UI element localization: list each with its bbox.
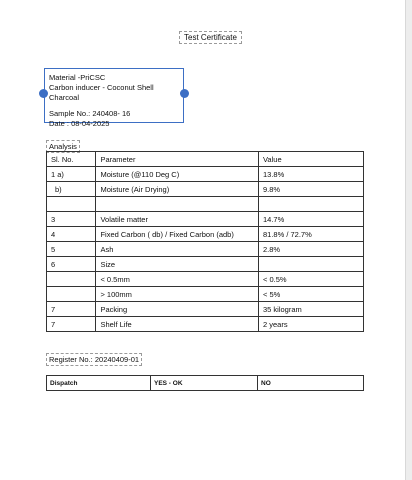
sample-number: Sample No.: 240408- 16 [49, 109, 131, 118]
cell-parameter: < 0.5mm [96, 272, 259, 287]
cell-value: 2 years [258, 317, 363, 332]
cell-sl-no: 6 [47, 257, 96, 272]
resize-handle-left-icon[interactable] [39, 89, 48, 98]
cell-parameter: > 100mm [96, 287, 259, 302]
cell-sl-no [47, 287, 96, 302]
cell-parameter: Ash [96, 242, 259, 257]
cell-value [258, 197, 363, 212]
dispatch-no: NO [258, 376, 364, 391]
dispatch-label: Dispatch [47, 376, 151, 391]
cell-value: 9.8% [258, 182, 363, 197]
table-header-row [47, 152, 364, 167]
cell-sl-no: 5 [47, 242, 96, 257]
cell-sl-no: b) [47, 182, 96, 197]
cell-parameter: Moisture (@110 Deg C) [96, 167, 259, 182]
table-row [47, 227, 364, 242]
header-value: Value [258, 152, 363, 167]
cell-sl-no: 3 [47, 212, 96, 227]
material-line: Material -PriCSC [49, 73, 106, 82]
analysis-label: Analysis [46, 140, 80, 153]
cell-value: 81.8% / 72.7% [258, 227, 363, 242]
cell-parameter: Fixed Carbon ( db) / Fixed Carbon (adb) [96, 227, 259, 242]
cell-parameter: Volatile matter [96, 212, 259, 227]
resize-handle-right-icon[interactable] [180, 89, 189, 98]
cell-sl-no: 4 [47, 227, 96, 242]
cell-value: < 0.5% [258, 272, 363, 287]
analysis-table [46, 151, 364, 332]
cell-sl-no: 7 [47, 317, 96, 332]
document-title: Test Certificate [179, 31, 242, 44]
header-parameter: Parameter [96, 152, 259, 167]
cell-sl-no [47, 272, 96, 287]
dispatch-table [46, 375, 364, 391]
certificate-date: Date : 08-04-2025 [49, 119, 110, 128]
table-row [47, 317, 364, 332]
table-row [47, 182, 364, 197]
cell-parameter: Shelf Life [96, 317, 259, 332]
table-row [47, 302, 364, 317]
cell-parameter: Moisture (Air Drying) [96, 182, 259, 197]
cell-sl-no: 1 a) [47, 167, 96, 182]
cell-value: 2.8% [258, 242, 363, 257]
cell-value: 13.8% [258, 167, 363, 182]
material-description: Carbon inducer - Coconut Shell Charcoal [49, 83, 154, 102]
cell-parameter: Size [96, 257, 259, 272]
cell-parameter: Packing [96, 302, 259, 317]
table-row [47, 272, 364, 287]
table-row [47, 287, 364, 302]
cell-value [258, 257, 363, 272]
cell-sl-no: 7 [47, 302, 96, 317]
table-row [47, 167, 364, 182]
table-row [47, 257, 364, 272]
header-sl-no: Sl. No. [47, 152, 96, 167]
table-row [47, 242, 364, 257]
cell-value: 14.7% [258, 212, 363, 227]
dispatch-row [47, 376, 364, 391]
cell-parameter [96, 197, 259, 212]
dispatch-yes: YES - OK [151, 376, 258, 391]
page-edge [405, 0, 412, 480]
register-number: Register No.: 20240409-01 [46, 353, 142, 366]
cell-sl-no [47, 197, 96, 212]
material-info-box[interactable] [44, 68, 184, 128]
cell-value: 35 kilogram [258, 302, 363, 317]
table-row [47, 197, 364, 212]
cell-value: < 5% [258, 287, 363, 302]
table-row [47, 212, 364, 227]
